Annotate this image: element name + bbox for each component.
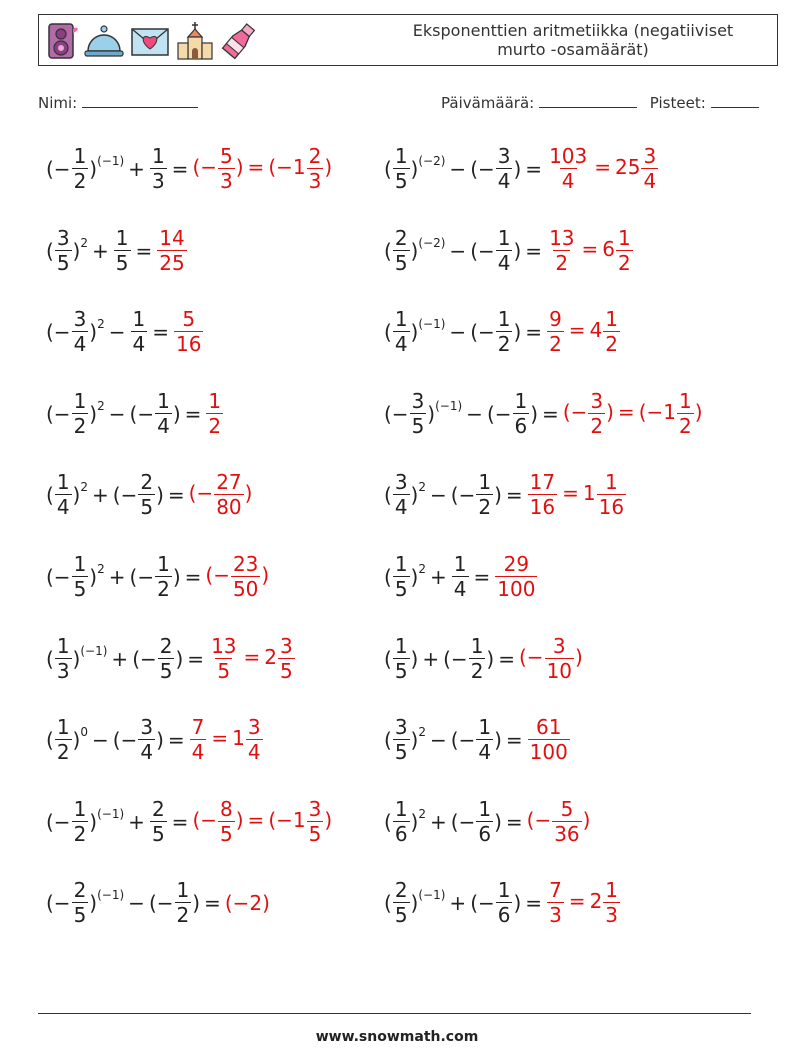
problem-9: (− $\frac{1}{2}$ ) $^{(-1)}$ + $\frac{2}{5}$ = (− $\frac{8}{5}$ ) = (−1 $\frac{3}{5}$ ) — [46, 797, 333, 846]
problem-7: ( $\frac{1}{3}$ ) $^{(-1)}$ + (− $\frac{2}{5}$ ) = $\frac{13}{5}$ = 2 $\frac{3}{5}$ — [46, 634, 293, 683]
problem-17: ( $\frac{1}{5}$ ) + (− $\frac{1}{2}$ ) = (− $\frac{3}{10}$ ) — [384, 634, 583, 683]
page-title — [393, 21, 753, 59]
name-label: Nimi: — [38, 94, 78, 112]
problem-19: ( $\frac{1}{6}$ ) $^2$ + (− $\frac{1}{6}$ ) = (− $\frac{5}{36}$ ) — [384, 797, 591, 846]
chapel-icon — [175, 21, 215, 61]
date-score-fields[interactable] — [441, 93, 759, 112]
score-label: Pisteet: — [649, 94, 706, 112]
problem-20: ( $\frac{2}{5}$ ) $^{(-1)}$ + (− $\frac{1}{6}$ ) = $\frac{7}{3}$ = 2 $\frac{1}{3}$ — [384, 878, 619, 927]
score-line[interactable] — [711, 93, 759, 108]
footer-divider — [38, 1013, 751, 1014]
problem-4: (− $\frac{1}{2}$ ) $^2$ − (− $\frac{1}{4}$ ) = $\frac{1}{2}$ — [46, 389, 222, 438]
header-box — [38, 14, 778, 66]
problem-11: ( $\frac{1}{5}$ ) $^{(-2)}$ − (− $\frac{3}{4}$ ) = $\frac{103}{4}$ = 25 $\frac{3}{4}$ — [384, 144, 657, 193]
cloche-icon — [83, 21, 125, 61]
problem-2: ( $\frac{3}{5}$ ) $^2$ + $\frac{1}{5}$ = $\frac{14}{25}$ — [46, 226, 185, 275]
problem-12: ( $\frac{2}{5}$ ) $^{(-2)}$ − (− $\frac{1}{4}$ ) = $\frac{13}{2}$ = 6 $\frac{1}{2}$ — [384, 226, 631, 275]
name-line[interactable] — [82, 93, 198, 108]
problem-18: ( $\frac{3}{5}$ ) $^2$ − (− $\frac{1}{4}$ ) = $\frac{61}{100}$ — [384, 715, 568, 764]
header-icons — [45, 19, 259, 63]
title-line-1: Eksponenttien aritmetiikka (negatiiviset — [412, 21, 734, 40]
problem-14: (− $\frac{3}{5}$ ) $^{(-1)}$ − (− $\frac{1}{6}$ ) = (− $\frac{3}{2}$ ) = (−1 $\frac{1}{2}$ ) — [384, 389, 703, 438]
speaker-icon — [45, 21, 79, 61]
problem-6: (− $\frac{1}{5}$ ) $^2$ + (− $\frac{1}{2}$ ) = (− $\frac{23}{50}$ ) — [46, 552, 270, 601]
problem-10: (− $\frac{2}{5}$ ) $^{(-1)}$ − (− $\frac{1}{2}$ ) = (−2) — [46, 878, 270, 927]
title-line-2: murto -osamäärät) — [497, 40, 649, 59]
problem-16: ( $\frac{1}{5}$ ) $^2$ + $\frac{1}{4}$ = $\frac{29}{100}$ — [384, 552, 536, 601]
love-letter-icon — [129, 21, 171, 61]
champagne-icon — [219, 21, 259, 61]
footer-url[interactable]: www.snowmath.com — [315, 1029, 479, 1045]
problem-13: ( $\frac{1}{4}$ ) $^{(-1)}$ − (− $\frac{1}{2}$ ) = $\frac{9}{2}$ = 4 $\frac{1}{2}$ — [384, 307, 619, 356]
name-field[interactable] — [38, 93, 198, 112]
problem-3: (− $\frac{3}{4}$ ) $^2$ − $\frac{1}{4}$ = $\frac{5}{16}$ — [46, 307, 202, 356]
problem-8: ( $\frac{1}{2}$ ) $^0$ − (− $\frac{3}{4}$ ) = $\frac{7}{4}$ = 1 $\frac{3}{4}$ — [46, 715, 261, 764]
date-label: Päivämäärä: — [441, 94, 535, 112]
date-line[interactable] — [539, 93, 637, 108]
problem-15: ( $\frac{3}{4}$ ) $^2$ − (− $\frac{1}{2}$ ) = $\frac{17}{16}$ = 1 $\frac{1}{16}$ — [384, 470, 625, 519]
problem-1: (− $\frac{1}{2}$ ) $^{(-1)}$ + $\frac{1}{3}$ = (− $\frac{5}{3}$ ) = (−1 $\frac{2}{3}$ ) — [46, 144, 333, 193]
problem-5: ( $\frac{1}{4}$ ) $^2$ + (− $\frac{2}{5}$ ) = (− $\frac{27}{80}$ ) — [46, 470, 253, 519]
